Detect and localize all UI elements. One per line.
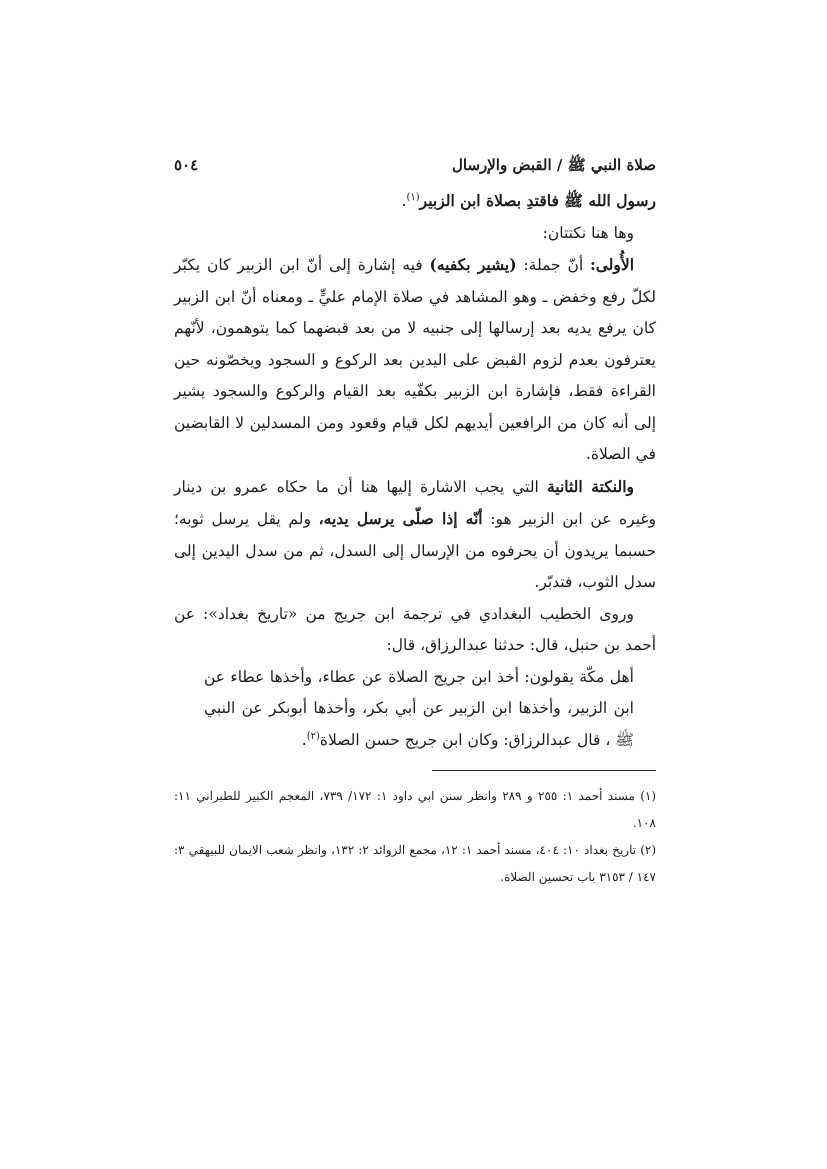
paragraph-first-point <box>174 249 656 471</box>
first-point-bold: (يشير بكفيه) <box>429 255 517 274</box>
footnote-separator <box>432 770 656 771</box>
paragraph-khatib: وروى الخطيب البغدادي في ترجمة ابن جريج من «تاريخ بغداد»: عن أحمد بن حنبل، قال: حدثنا عبدالرزاق، قال: <box>174 604 656 654</box>
first-point-text-b: فيه إشارة إلى أنّ ابن الزبير كان يكبّر لكلّ رفع وخفض ـ وهو المشاهد في صلاة الإمام عليٍّ ـ ومعناه أنّ ابن الزبير كان يرفع يديه بعد إرسالها إلى جنبيه لا من بعد قبضهما كما يتوهمون، لأنّهم يعترفون بعدم لزوم القبض على اليدين بعد الركوع و السجود ويخصّونه حين القراءة فقط، فإشارة ابن الزبير بكفّيه بعد القيام والركوع والسجود يشير إلى أنه كان من الرافعين أيديهم لكل قيام وقعود ومن المسدلين لا القابضين في الصلاة. <box>174 256 657 463</box>
first-point-label: الأُولى: <box>590 255 634 274</box>
chapter-title: صلاة النبي ﷺ / القبض والإرسال <box>451 156 656 174</box>
second-point-label: والنكتة الثانية <box>546 476 634 496</box>
block-quote <box>204 662 634 757</box>
second-point-text-a: التي يجب الاشارة إليها هنا أن ما حكاه عمرو بن دينار وغيره عن ابن الزبير هو: <box>174 477 656 528</box>
paragraph-second-point <box>174 471 656 599</box>
opening-line-end: . <box>401 192 407 210</box>
main-text <box>174 185 656 662</box>
footnotes <box>174 783 656 891</box>
paragraph-intro: وها هنا نكتتان: <box>542 223 634 242</box>
page-number: ٥٠٤ <box>174 156 199 174</box>
quote-paragraph <box>204 662 634 757</box>
footnote-ref-2[interactable]: (٢) <box>306 730 320 742</box>
quote-text: أهل مكّة يقولون: أخذ ابن جريج الصلاة عن عطاء، وأخذها عطاء عن ابن الزبير، وأخذها ابن الزبير عن أبي بكر، وأخذها أبوبكر عن النبي ﷺ ، قال عبدالرزاق: وكان ابن جريج حسن الصلاة <box>204 667 634 749</box>
footnote-1: (١) مسند أحمد ١: ٢٥٥ و ٢٨٩ وانظر سنن ابي داود ١: ١٧٢/ ٧٣٩، المعجم الكبير للطبراني ١١: ١٠٨. <box>174 789 657 830</box>
footnote-2: (٢) تاريخ بغداد ١٠: ٤٠٤، مسند أحمد ١: ١٢، مجمع الزوائد ٢: ١٣٢، وانظر شعب الايمان للبيهقي ٣: ١٤٧ / ٣١٥٣ باب تحسين الصلاة. <box>174 843 657 884</box>
footnote-ref-1[interactable]: (١) <box>406 191 420 203</box>
opening-line-text: رسول الله ﷺ فاقتدِ بصلاة ابن الزبير <box>419 191 656 210</box>
running-header <box>174 145 656 185</box>
second-point-text-b: ولم يقل يرسل ثوبه؛ حسبما يريدون أن يحرفوه من الإرسال إلى السدل، ثم من سدل اليدين إلى سدل الثوب، فتدبّر. <box>174 510 656 591</box>
paragraph-opening <box>174 185 656 218</box>
second-point-bold: أنّه إذا صلّى يرسل يديه، <box>318 509 483 528</box>
book-page <box>174 145 656 891</box>
first-point-text-a: أنّ جملة: <box>516 256 590 274</box>
quote-end: . <box>301 730 307 749</box>
